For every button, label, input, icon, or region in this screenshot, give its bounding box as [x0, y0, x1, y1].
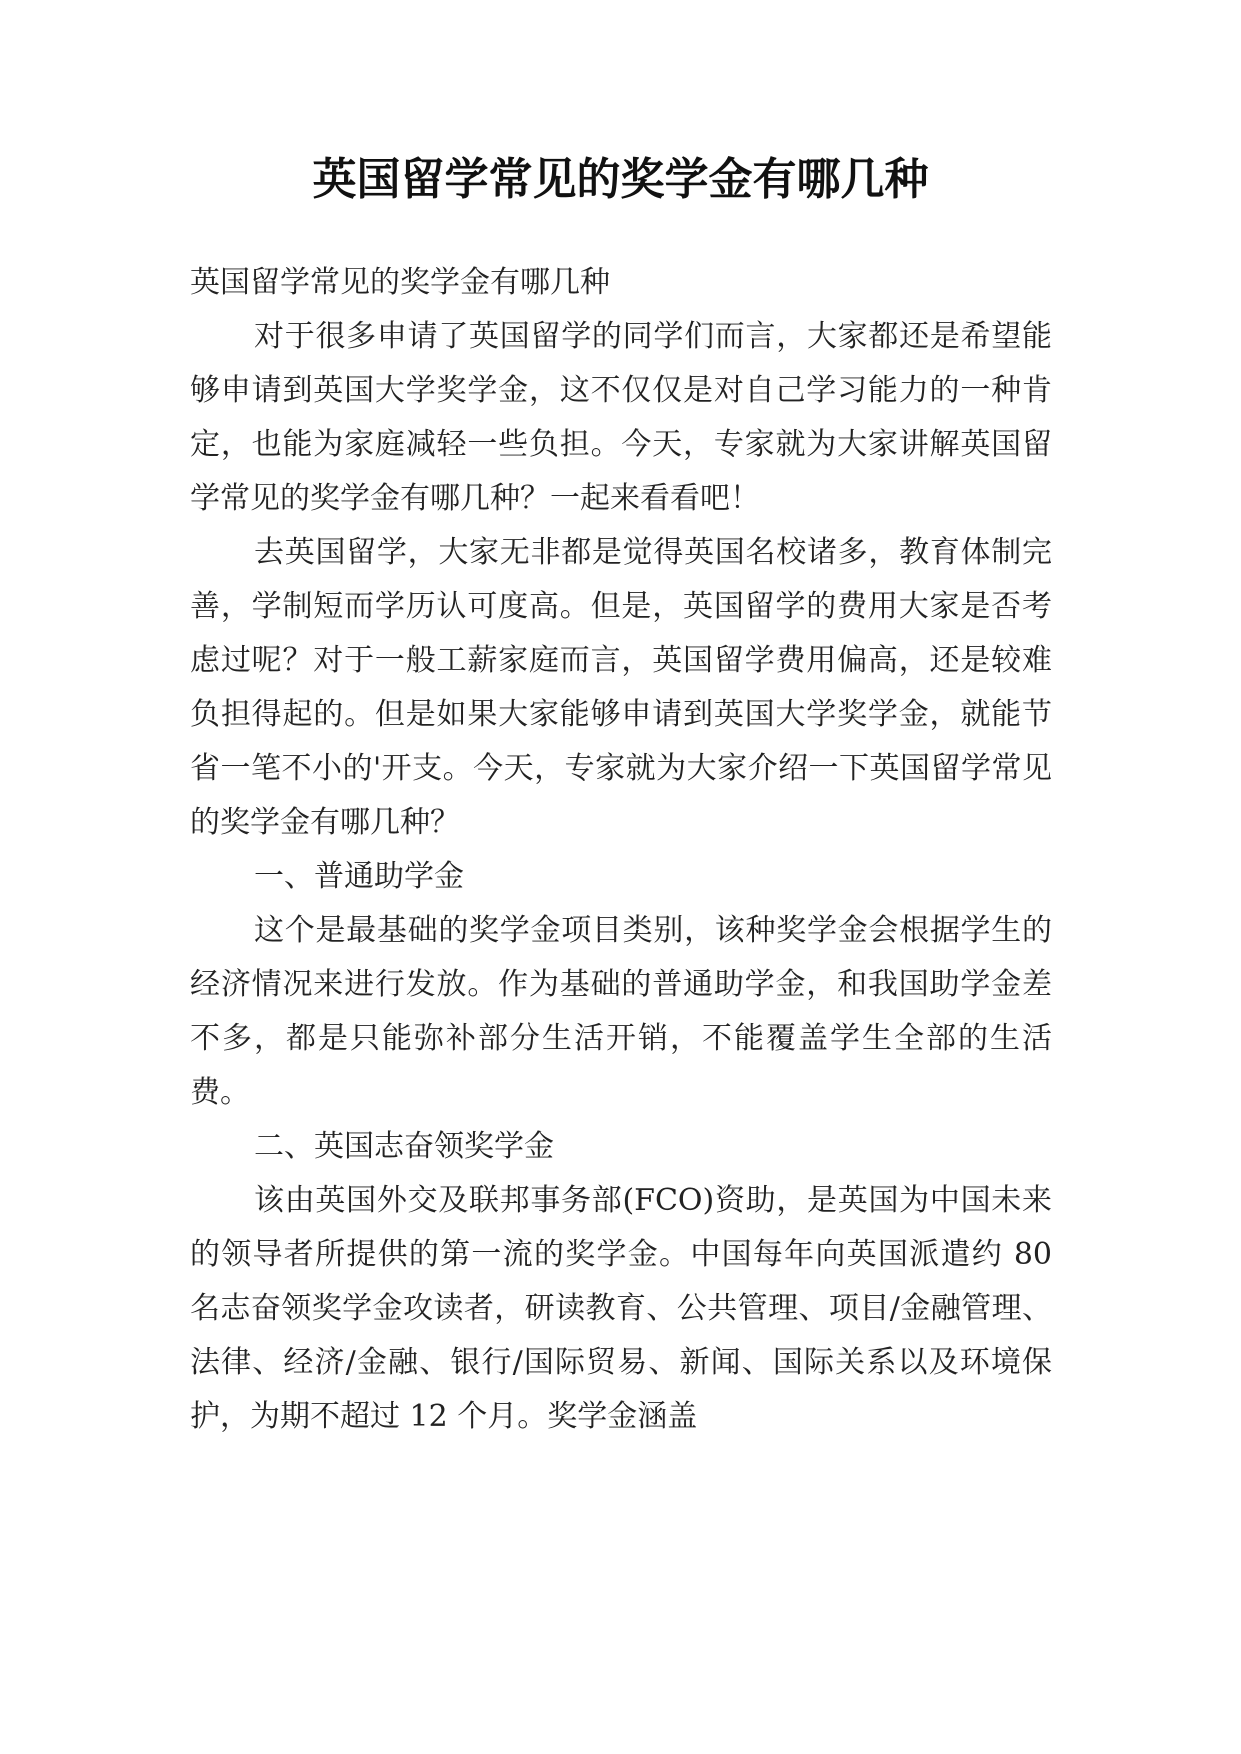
intro-paragraph-2: 去英国留学，大家无非都是觉得英国名校诸多，教育体制完善，学制短而学历认可度高。但是，英国留学的费用大家是否考虑过呢？对于一般工薪家庭而言，英国留学费用偏高，还是较难负担得起的。但是如果大家能够申请到英国大学奖学金，就能节省一笔不小的'开支。今天，专家就为大家介绍一下英国留学常见的奖学金有哪几种？	[190, 535, 1052, 840]
section-2-body: 该由英国外交及联邦事务部(FCO)资助，是英国为中国未来的领导者所提供的第一流的奖学金。中国每年向英国派遣约 80 名志奋领奖学金攻读者，研读教育、公共管理、项目/金融管理、法律、经济/金融、银行/国际贸易、新闻、国际关系以及环境保护，为期不超过 12 个月。奖学金涵盖	[190, 1183, 1052, 1434]
section-1-body: 这个是最基础的奖学金项目类别，该种奖学金会根据学生的经济情况来进行发放。作为基础的普通助学金，和我国助学金差不多，都是只能弥补部分生活开销，不能覆盖学生全部的生活费。	[190, 913, 1052, 1110]
intro-paragraph-1: 对于很多申请了英国留学的同学们而言，大家都还是希望能够申请到英国大学奖学金，这不仅仅是对自己学习能力的一种肯定，也能为家庭减轻一些负担。今天，专家就为大家讲解英国留学常见的奖学金有哪几种？一起来看看吧！	[190, 319, 1052, 516]
section-2-heading: 二、英国志奋领奖学金	[254, 1129, 554, 1164]
section-1-heading: 一、普通助学金	[254, 859, 464, 894]
document-subtitle: 英国留学常见的奖学金有哪几种	[190, 265, 610, 300]
document-title: 英国留学常见的奖学金有哪几种	[312, 154, 929, 205]
document-body	[190, 256, 1052, 1444]
